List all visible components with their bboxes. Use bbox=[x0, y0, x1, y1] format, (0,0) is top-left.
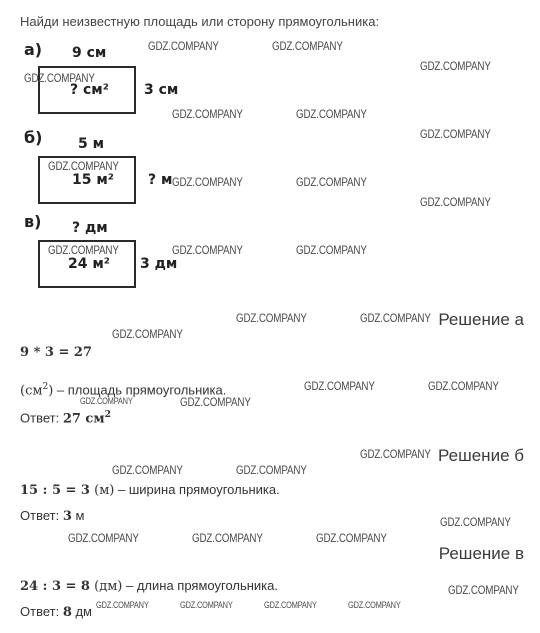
watermark-text: GDZ.COMPANY bbox=[348, 600, 401, 610]
figure-c-inside-label: 24 м² bbox=[68, 256, 110, 272]
solution-c-heading: Решение в bbox=[438, 544, 524, 563]
task-text: Найди неизвестную площадь или сторону прямоугольника: bbox=[20, 14, 380, 29]
watermark-text: GDZ.COMPANY bbox=[148, 39, 219, 53]
solution-b-line1 bbox=[20, 482, 280, 498]
solution-a-unit-close: ) bbox=[48, 383, 54, 399]
watermark-text: GDZ.COMPANY bbox=[236, 311, 307, 325]
watermark-text: GDZ.COMPANY bbox=[316, 531, 387, 545]
figure-c-top-label: ? дм bbox=[72, 220, 108, 236]
watermark-text: GDZ.COMPANY bbox=[192, 531, 263, 545]
solution-b-answer-unit: м bbox=[71, 508, 85, 523]
watermark-text: GDZ.COMPANY bbox=[420, 127, 491, 141]
watermark-text: GDZ.COMPANY bbox=[360, 447, 431, 461]
watermark-text: GDZ.COMPANY bbox=[272, 39, 343, 53]
solution-c-answer bbox=[20, 604, 92, 620]
watermark-text: GDZ.COMPANY bbox=[48, 243, 119, 257]
solution-a-heading: Решение а bbox=[438, 310, 524, 329]
solution-a-answer-label: Ответ: bbox=[20, 410, 63, 426]
figure-b-top-label: 5 м bbox=[78, 136, 105, 152]
watermark-text: GDZ.COMPANY bbox=[180, 395, 251, 409]
watermark-text: GDZ.COMPANY bbox=[24, 71, 95, 85]
watermark-text: GDZ.COMPANY bbox=[304, 379, 375, 393]
solution-b-expression: 15 : 5 = 3 bbox=[20, 483, 90, 498]
solution-c-answer-unit: дм bbox=[71, 604, 92, 619]
watermark-text: GDZ.COMPANY bbox=[172, 243, 243, 257]
solution-b-unit: (м) bbox=[89, 483, 115, 498]
solution-c-line1 bbox=[20, 578, 278, 594]
watermark-text: GDZ.COMPANY bbox=[296, 107, 367, 121]
watermark-text: GDZ.COMPANY bbox=[68, 531, 139, 545]
solution-a-answer-value: 27 см bbox=[62, 411, 105, 427]
solution-a-expression: 9 * 3 = 27 bbox=[20, 345, 92, 360]
solution-b-answer bbox=[20, 508, 84, 524]
watermark-text: GDZ.COMPANY bbox=[420, 195, 491, 209]
solution-a-answer-sup: 2 bbox=[104, 410, 111, 420]
figure-c-right-label: 3 дм bbox=[140, 256, 178, 272]
watermark-text: GDZ.COMPANY bbox=[80, 396, 133, 406]
solution-a-description: – площадь прямоугольника. bbox=[53, 382, 227, 398]
solution-a-answer bbox=[20, 410, 111, 426]
watermark-text: GDZ.COMPANY bbox=[296, 175, 367, 189]
watermark-text: GDZ.COMPANY bbox=[448, 583, 519, 597]
solution-b-answer-value: 3 bbox=[62, 509, 72, 524]
watermark-text: GDZ.COMPANY bbox=[96, 600, 149, 610]
watermark-text: GDZ.COMPANY bbox=[360, 311, 431, 325]
watermark-text: GDZ.COMPANY bbox=[112, 463, 183, 477]
solution-a-line1 bbox=[20, 344, 92, 360]
figure-b-right-label: ? м bbox=[148, 172, 173, 188]
solution-b-heading: Решение б bbox=[438, 446, 524, 465]
solution-b-description: – ширина прямоугольника. bbox=[114, 482, 280, 497]
watermark-text: GDZ.COMPANY bbox=[420, 59, 491, 73]
solution-a-unit-open: (см bbox=[20, 383, 43, 399]
figure-a-letter: а) bbox=[24, 40, 43, 59]
watermark-text: GDZ.COMPANY bbox=[172, 107, 243, 121]
watermark-text: GDZ.COMPANY bbox=[264, 600, 317, 610]
watermark-text: GDZ.COMPANY bbox=[296, 243, 367, 257]
watermark-text: GDZ.COMPANY bbox=[440, 515, 511, 529]
solution-c-answer-label: Ответ: bbox=[20, 604, 63, 619]
solution-b-answer-label: Ответ: bbox=[20, 508, 63, 523]
figure-a-inside-label: ? см² bbox=[70, 82, 109, 98]
figure-b-letter: б) bbox=[24, 128, 43, 147]
solution-c-answer-value: 8 bbox=[62, 605, 72, 620]
figure-a-top-label: 9 см bbox=[72, 45, 107, 61]
watermark-text: GDZ.COMPANY bbox=[180, 600, 233, 610]
figure-a-right-label: 3 см bbox=[144, 82, 179, 98]
solution-c-description: – длина прямоугольника. bbox=[122, 578, 278, 593]
solution-c-unit: (дм) bbox=[89, 579, 123, 594]
solution-c-expression: 24 : 3 = 8 bbox=[20, 579, 90, 594]
watermark-text: GDZ.COMPANY bbox=[236, 463, 307, 477]
watermark-text: GDZ.COMPANY bbox=[428, 379, 499, 393]
watermark-text: GDZ.COMPANY bbox=[112, 327, 183, 341]
figure-b-inside-label: 15 м² bbox=[72, 172, 114, 188]
figure-c-letter: в) bbox=[24, 212, 42, 231]
solution-a-unit-sup: 2 bbox=[42, 382, 49, 392]
watermark-text: GDZ.COMPANY bbox=[172, 175, 243, 189]
watermark-text: GDZ.COMPANY bbox=[48, 159, 119, 173]
